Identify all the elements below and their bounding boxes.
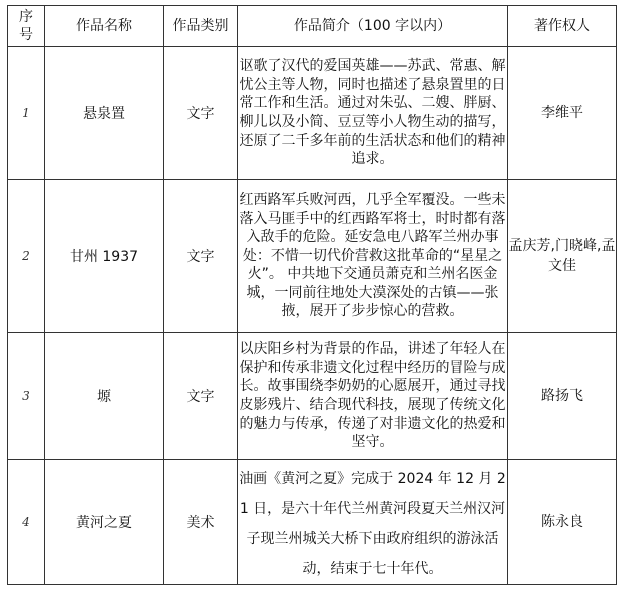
- row-num: 2: [8, 180, 45, 333]
- row-author: 孟庆芳,门晓峰,孟文佳: [508, 180, 617, 333]
- header-author: 著作权人: [508, 6, 617, 47]
- row-author: 陈永良: [508, 460, 617, 585]
- row-name: 塬: [45, 333, 164, 460]
- header-name: 作品名称: [45, 6, 164, 47]
- row-num: 4: [8, 460, 45, 585]
- row-name: 黄河之夏: [45, 460, 164, 585]
- table-row: [8, 180, 617, 333]
- row-intro-text: 红西路军兵败河西，几乎全军覆没。一些未落入马匪手中的红西路军将士，时时都有落入敌手的危险。延安急电八路军兰州办事处：不惜一切代价营救这批革命的“星星之火”。 中共地下交通员萧克和兰州名医金城，一同前往地处大漠深处的古镇——张掖，展开了步步惊心的营救。: [239, 191, 506, 320]
- row-name: 甘州 1937: [45, 180, 164, 333]
- works-table: [7, 5, 617, 585]
- row-category: 文字: [164, 47, 238, 180]
- table-row: [8, 333, 617, 460]
- row-author: 路扬飞: [508, 333, 617, 460]
- row-intro: [238, 47, 508, 180]
- row-intro: [238, 333, 508, 460]
- header-intro: 作品简介（100 字以内）: [238, 6, 508, 47]
- row-category: 文字: [164, 180, 238, 333]
- row-category: 文字: [164, 333, 238, 460]
- header-row: [8, 6, 617, 47]
- row-num: 1: [8, 47, 45, 180]
- row-num: 3: [8, 333, 45, 460]
- row-intro-text: 油画《黄河之夏》完成于 2024 年 12 月 21 日，是六十年代兰州黄河段夏天兰州汉河子现兰州城关大桥下由政府组织的游泳活动，结束于七十年代。: [239, 471, 506, 577]
- row-intro: [238, 180, 508, 333]
- table-row: [8, 460, 617, 585]
- row-intro-text: 讴歌了汉代的爱国英雄——苏武、常惠、解忧公主等人物，同时也描述了悬泉置里的日常工作和生活。通过对朱弘、二嫂、胖厨、柳儿以及小简、豆豆等小人物生动的描写，还原了二千多年前的生活状态和他们的精神追求。: [239, 58, 506, 168]
- header-category: 作品类别: [164, 6, 238, 47]
- row-category: 美术: [164, 460, 238, 585]
- row-intro-text: 以庆阳乡村为背景的作品，讲述了年轻人在保护和传承非遗文化过程中经历的冒险与成长。故事围绕李奶奶的心愿展开，通过寻找皮影残片、结合现代科技，展现了传统文化的魅力与传承，传递了对非遗文化的热爱和坚守。: [239, 341, 506, 451]
- row-author: 李维平: [508, 47, 617, 180]
- header-num: 序号: [8, 6, 45, 47]
- table-row: [8, 47, 617, 180]
- row-intro: [238, 460, 508, 585]
- row-name: 悬泉置: [45, 47, 164, 180]
